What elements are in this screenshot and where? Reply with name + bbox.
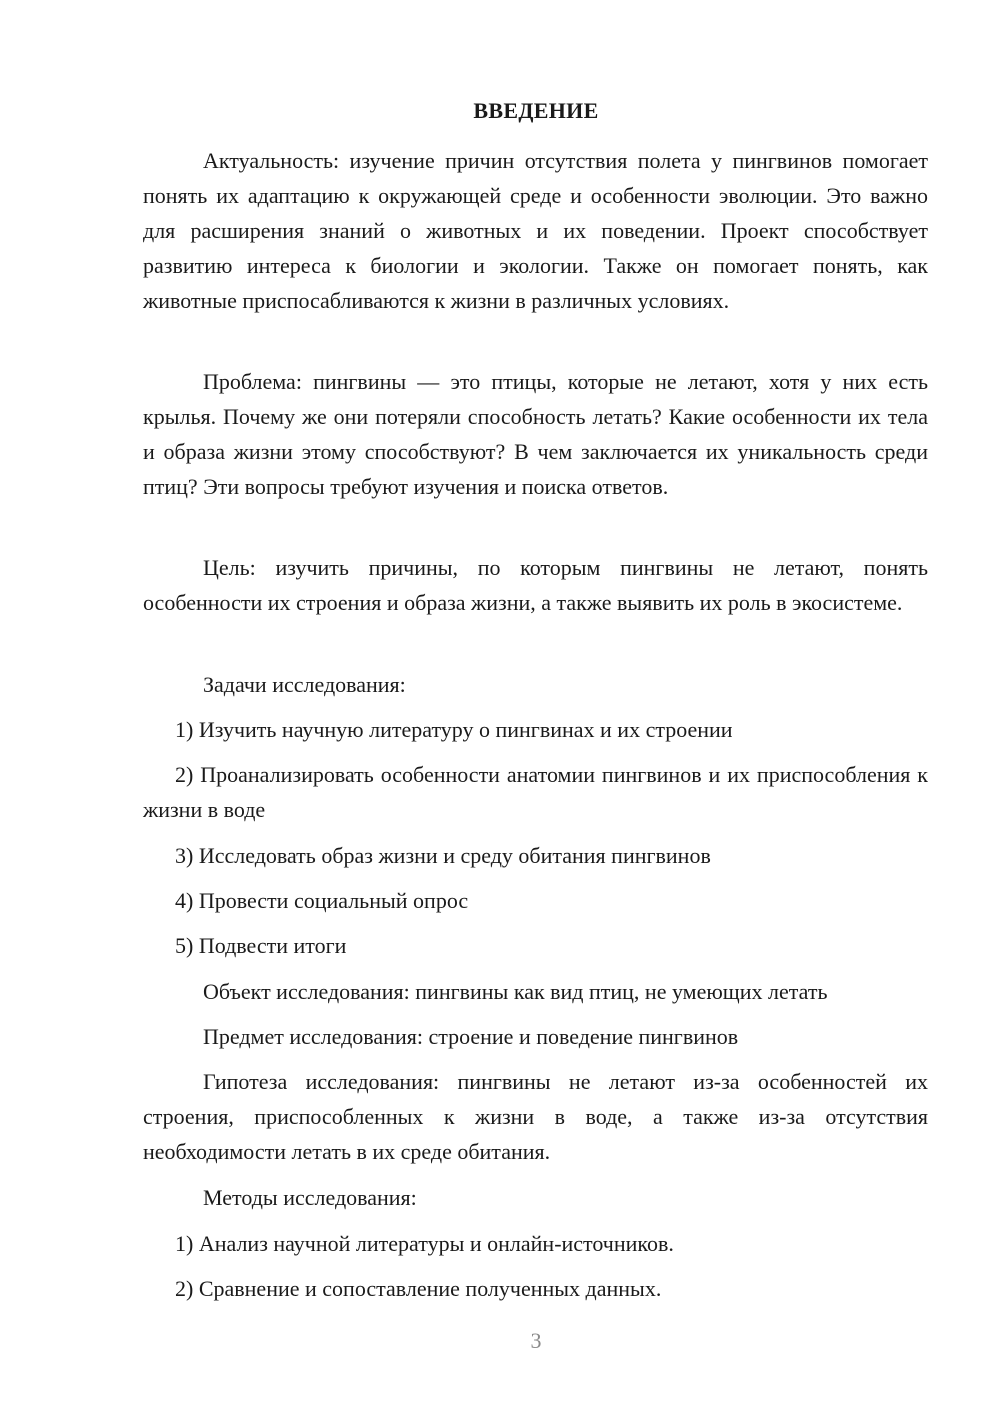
paragraph-subject: Предмет исследования: строение и поведение пингвинов (203, 1024, 739, 1049)
object-block (143, 974, 928, 1009)
page-title: ВВЕДЕНИЕ (473, 98, 599, 123)
hypothesis-block (143, 1064, 928, 1169)
paragraph-goal: Цель: изучить причины, по которым пингвины не летают, понять особенности их строения и образа жизни, а также выявить их роль в экосистеме. (143, 555, 928, 615)
document-body-goal (143, 550, 928, 620)
method-item-2: 2) Сравнение и сопоставление полученных данных. (175, 1276, 662, 1301)
method-list-item (143, 1226, 928, 1261)
task-item-5: 5) Подвести итоги (175, 933, 347, 958)
task-item-2: 2) Проанализировать особенности анатомии пингвинов и их приспособления к жизни в воде (143, 762, 928, 822)
document-body-problem (143, 364, 928, 504)
method-list-item (143, 1271, 928, 1306)
subject-block (143, 1019, 928, 1054)
methods-heading-block (143, 1180, 928, 1215)
paragraph-problem: Проблема: пингвины — это птицы, которые не летают, хотя у них есть крылья. Почему же они потеряли способность летать? Какие особенности их тела и образа жизни этому способствуют? В чем заключается их уникальность среди птиц? Эти вопросы требуют изучения и поиска ответов. (143, 369, 928, 499)
paragraph-object: Объект исследования: пингвины как вид птиц, не умеющих летать (203, 979, 828, 1004)
document-body (143, 143, 928, 318)
methods-heading: Методы исследования: (203, 1185, 417, 1210)
tasks-heading: Задачи исследования: (203, 672, 406, 697)
task-item-4: 4) Провести социальный опрос (175, 888, 469, 913)
page-number: 3 (530, 1328, 542, 1353)
task-item-3: 3) Исследовать образ жизни и среду обитания пингвинов (175, 843, 711, 868)
paragraph-hypothesis: Гипотеза исследования: пингвины не летают из-за особенностей их строения, приспособленных к жизни в воде, а также из-за отсутствия необходимости летать в их среде обитания. (143, 1069, 928, 1164)
paragraph-relevance: Актуальность: изучение причин отсутствия полета у пингвинов помогает понять их адаптацию к окружающей среде и особенности эволюции. Это важно для расширения знаний о животных и их поведении. Проект способствует развитию интереса к биологии и экологии. Также он помогает понять, как животные приспосабливаются к жизни в различных условиях. (143, 148, 928, 313)
task-list-item (143, 712, 928, 747)
task-list-item (143, 883, 928, 918)
task-list-item (143, 838, 928, 873)
task-list-item (143, 928, 928, 963)
method-item-1: 1) Анализ научной литературы и онлайн-источников. (175, 1231, 674, 1256)
task-list-item (143, 757, 928, 827)
task-item-1: 1) Изучить научную литературу о пингвинах и их строении (175, 717, 733, 742)
tasks-heading-block (143, 667, 928, 702)
